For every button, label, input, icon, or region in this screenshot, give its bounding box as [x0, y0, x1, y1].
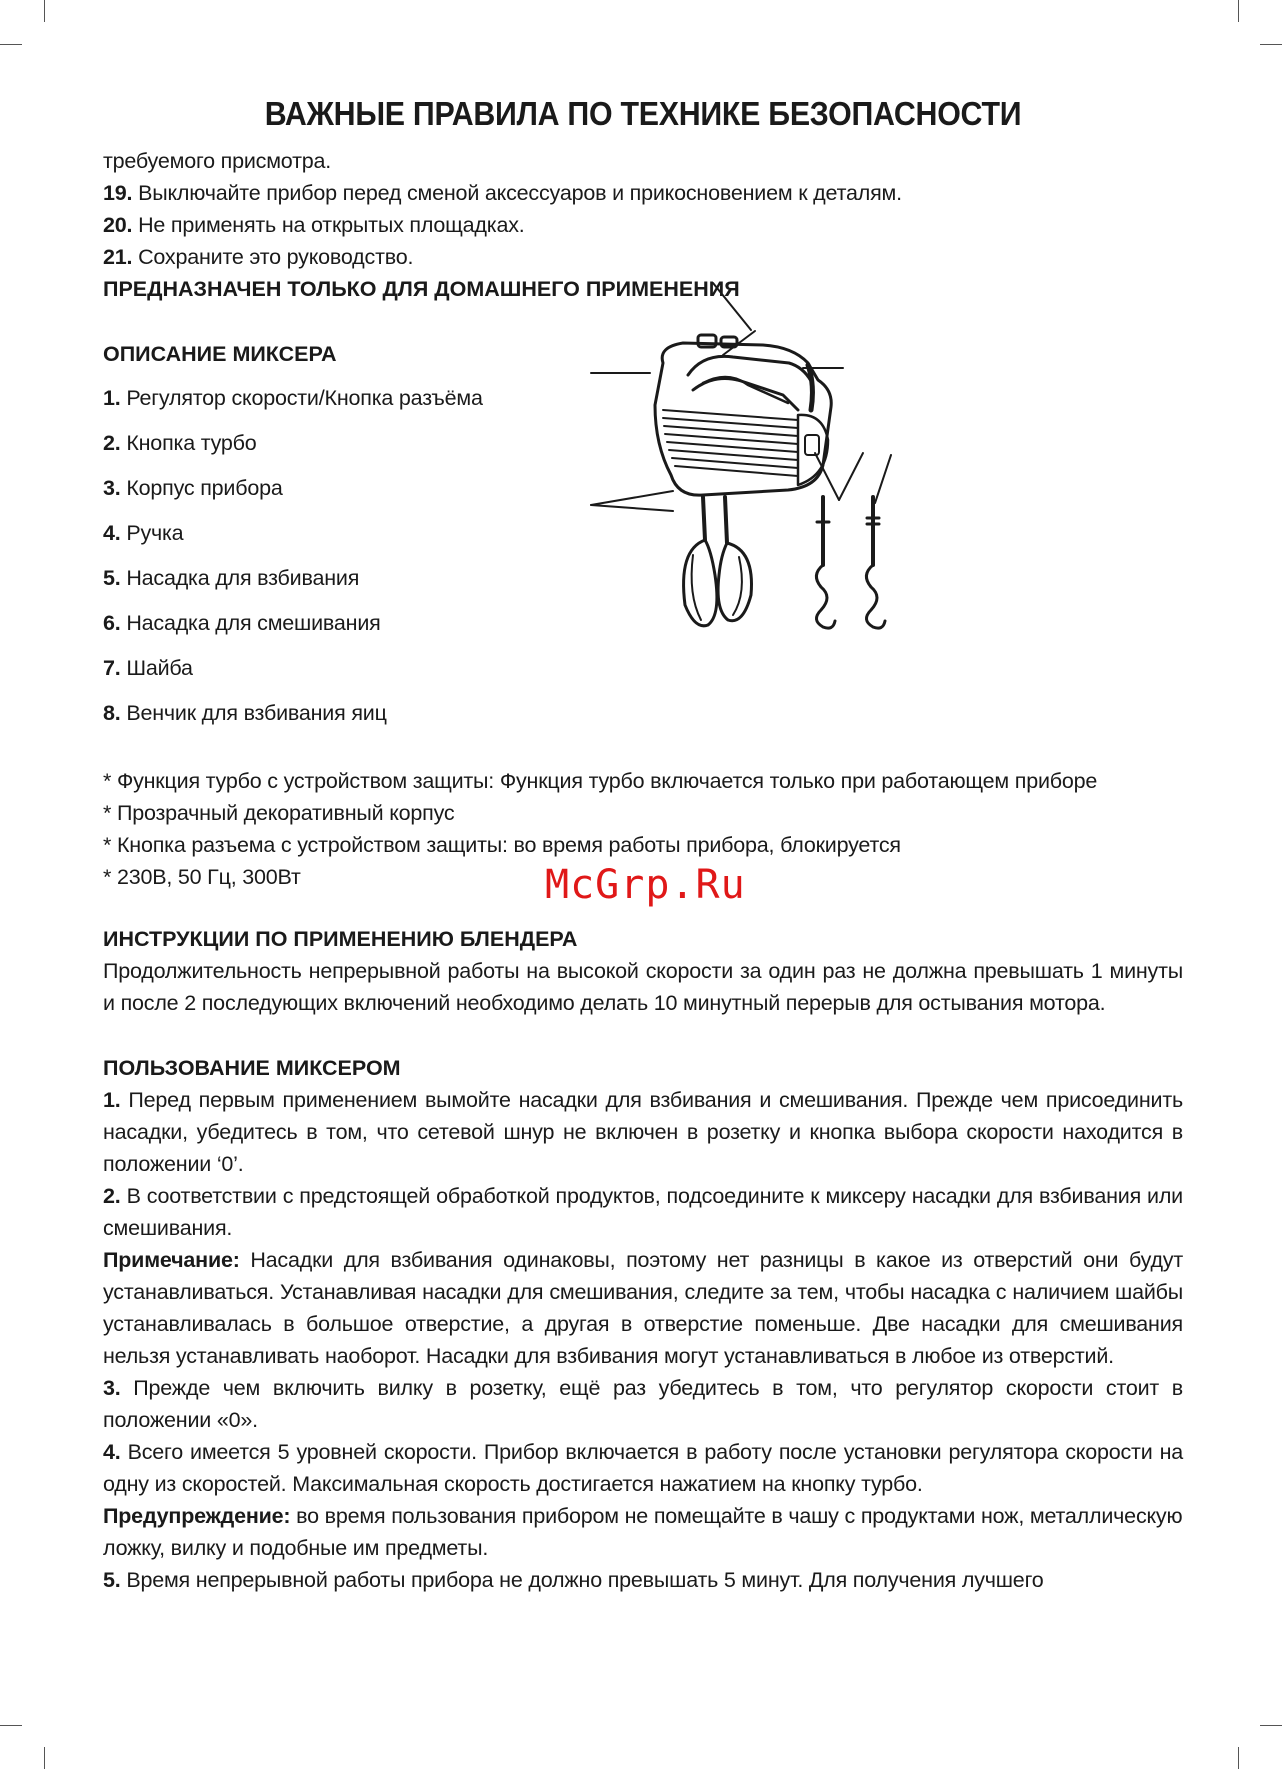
home-use-heading: ПРЕДНАЗНАЧЕН ТОЛЬКО ДЛЯ ДОМАШНЕГО ПРИМЕНЕНИЯ	[103, 277, 740, 301]
crop-mark	[1260, 44, 1282, 45]
continuation-text: требуемого присмотра.	[103, 149, 332, 173]
feature-item: * Кнопка разъема с устройством защиты: во время работы прибора, блокируется	[103, 833, 901, 857]
usage-step-2	[103, 1180, 1183, 1244]
step-text: В соответствии с предстоящей обработкой продуктов, подсоедините к миксеру насадки для взбивания или смешивания.	[103, 1184, 1183, 1240]
item-number: 2.	[103, 431, 121, 455]
item-text: Ручка	[126, 521, 184, 545]
step-text: Прежде чем включить вилку в розетку, ещё раз убедитесь в том, что регулятор скорости стоит в положении «0».	[103, 1376, 1184, 1432]
usage-step-4	[103, 1436, 1183, 1500]
instructions-heading: ИНСТРУКЦИИ ПО ПРИМЕНЕНИЮ БЛЕНДЕРА	[103, 927, 578, 951]
rule-text: Выключайте прибор перед сменой аксессуаров и прикосновением к деталям.	[138, 181, 902, 205]
step-text: Время непрерывной работы прибора не должно превышать 5 минут. Для получения лучшего	[126, 1568, 1044, 1592]
item-number: 3.	[103, 476, 121, 500]
warning-label: Предупреждение:	[103, 1504, 291, 1528]
mixer-illustration	[493, 275, 1043, 635]
crop-mark	[1238, 1747, 1239, 1769]
page-title: ВАЖНЫЕ ПРАВИЛА ПО ТЕХНИКЕ БЕЗОПАСНОСТИ	[264, 95, 1022, 132]
step-number: 4.	[103, 1440, 121, 1464]
instructions-text: Продолжительность непрерывной работы на высокой скорости за один раз не должна превышать 1 минуты и после 2 последующих включений необходимо делать 10 минутный перерыв для остывания мотора.	[103, 959, 1183, 1015]
step-number: 2.	[103, 1184, 121, 1208]
crop-mark	[44, 1747, 45, 1769]
list-item	[103, 652, 1183, 697]
item-number: 6.	[103, 611, 121, 635]
rule-19	[103, 177, 1183, 209]
crop-mark	[1260, 1725, 1282, 1726]
crop-mark	[0, 1725, 22, 1726]
item-text: Насадка для смешивания	[126, 611, 381, 635]
item-number: 5.	[103, 566, 121, 590]
description-heading: ОПИСАНИЕ МИКСЕРА	[103, 342, 337, 366]
step-number: 3.	[103, 1376, 121, 1400]
rule-text: Сохраните это руководство.	[138, 245, 414, 269]
item-text: Регулятор скорости/Кнопка разъёма	[126, 386, 483, 410]
crop-mark	[1238, 0, 1239, 22]
item-number: 8.	[103, 701, 121, 725]
item-text: Венчик для взбивания яиц	[126, 701, 387, 725]
rule-number: 21.	[103, 245, 133, 269]
list-item	[103, 697, 1183, 742]
rule-number: 20.	[103, 213, 133, 237]
usage-warning	[103, 1500, 1183, 1564]
step-number: 1.	[103, 1088, 121, 1112]
note-label: Примечание:	[103, 1248, 240, 1272]
feature-item: * 230В, 50 Гц, 300Вт	[103, 865, 301, 889]
feature-item: * Функция турбо с устройством защиты: Функция турбо включается только при работающем приборе	[103, 769, 1098, 793]
item-number: 4.	[103, 521, 121, 545]
item-text: Кнопка турбо	[126, 431, 257, 455]
rule-text: Не применять на открытых площадках.	[138, 213, 525, 237]
item-number: 7.	[103, 656, 121, 680]
rule-21	[103, 241, 1183, 273]
usage-note	[103, 1244, 1183, 1372]
usage-step-3	[103, 1372, 1183, 1436]
step-number: 5.	[103, 1568, 121, 1592]
item-text: Корпус прибора	[126, 476, 283, 500]
rule-number: 19.	[103, 181, 133, 205]
crop-mark	[0, 44, 22, 45]
note-text: Насадки для взбивания одинаковы, поэтому нет разницы в какое из отверстий они будут устанавливаться. Устанавливая насадки для смешивания, следите за тем, чтобы насадка с наличием шайбы устанавливалась в большое отверстие, а другая в отверстие поменьше. Две насадки для смешивания нельзя устанавливать наоборот. Насадки для взбивания могут устанавливаться в любое из отверстий.	[103, 1248, 1183, 1368]
usage-step-5	[103, 1564, 1183, 1596]
item-text: Насадка для взбивания	[126, 566, 360, 590]
step-text: Перед первым применением вымойте насадки для взбивания и смешивания. Прежде чем присоединить насадки, убедитесь в том, что сетевой шнур не включен в розетку и кнопка выбора скорости находится в положении ‘0’.	[103, 1088, 1184, 1176]
usage-heading: ПОЛЬЗОВАНИЕ МИКСЕРОМ	[103, 1056, 401, 1080]
feature-item: * Прозрачный декоративный корпус	[103, 801, 455, 825]
usage-step-1	[103, 1084, 1183, 1180]
item-text: Шайба	[126, 656, 193, 680]
item-number: 1.	[103, 386, 121, 410]
rule-20	[103, 209, 1183, 241]
crop-mark	[44, 0, 45, 22]
step-text: Всего имеется 5 уровней скорости. Прибор включается в работу после установки регулятора скорости на одну из скоростей. Максимальная скорость достигается нажатием на кнопку турбо.	[103, 1440, 1183, 1496]
warning-text: во время пользования прибором не помещайте в чашу с продуктами нож, металлическую ложку, вилку и подобные им предметы.	[103, 1504, 1183, 1560]
watermark: McGrp.Ru	[545, 862, 746, 908]
